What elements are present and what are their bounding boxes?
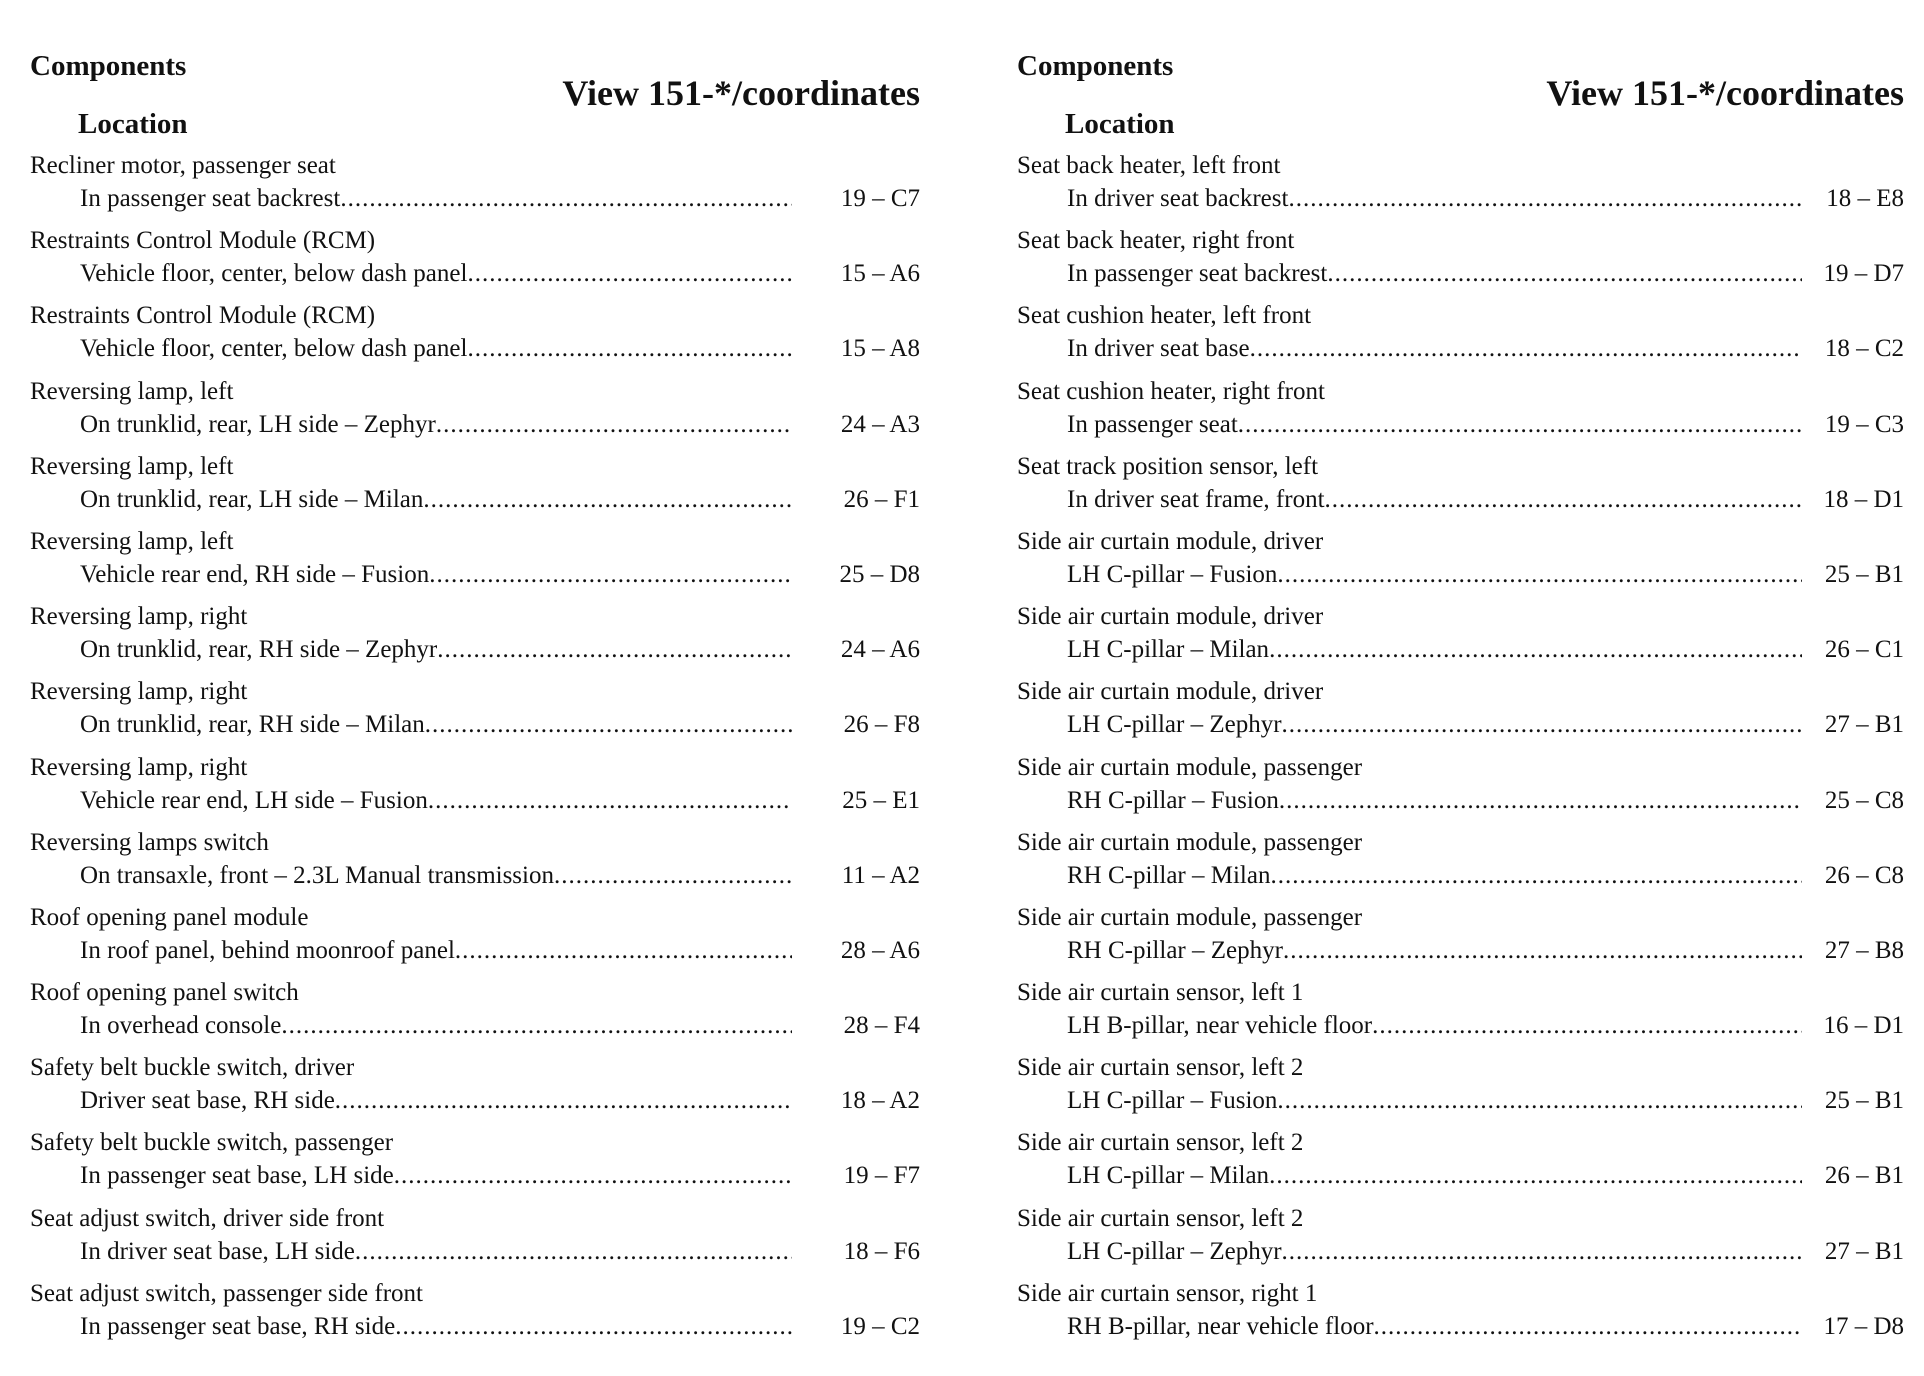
view-coordinate: 26 – B1: [1824, 1162, 1904, 1190]
view-coordinate: 25 – B1: [1824, 1087, 1904, 1115]
component-name: Seat back heater, left front: [1017, 152, 1281, 179]
location-heading: Location: [78, 108, 188, 140]
component-name: Seat track position sensor, left: [1017, 452, 1319, 480]
component-location: In roof panel, behind moonroof panel: [80, 936, 455, 964]
dot-leader: [1279, 785, 1802, 817]
component-entry: [30, 676, 920, 751]
component-location: In driver seat backrest: [1067, 185, 1289, 212]
component-name: Safety belt buckle switch, driver: [30, 1054, 355, 1082]
component-location: LH C-pillar – Zephyr: [1067, 711, 1282, 739]
view-coordinate: 19 – F7: [843, 1162, 920, 1190]
location-line: [80, 785, 792, 817]
view-coordinate: 25 – D8: [839, 560, 920, 588]
component-name: Reversing lamp, right: [30, 753, 248, 781]
component-location: In passenger seat backrest: [80, 185, 341, 212]
view-coordinate: 27 – B8: [1824, 936, 1904, 964]
component-name: Reversing lamp, left: [30, 527, 234, 555]
component-location: RH C-pillar – Zephyr: [1067, 936, 1283, 964]
dot-leader: [1325, 484, 1802, 516]
component-name: Reversing lamp, right: [30, 603, 248, 631]
component-name: Side air curtain module, passenger: [1017, 753, 1363, 781]
dot-leader: [1270, 860, 1802, 892]
component-location: LH C-pillar – Fusion: [1067, 1087, 1278, 1115]
component-location: In overhead console: [80, 1012, 282, 1040]
component-location: LH C-pillar – Milan: [1067, 636, 1270, 664]
location-line: [1067, 1160, 1802, 1192]
dot-leader: [436, 409, 792, 441]
view-coordinate: 11 – A2: [841, 861, 920, 889]
component-entry: [1017, 902, 1904, 977]
view-coordinates-heading: View 151-*/coordinates: [562, 73, 920, 113]
location-line: [80, 484, 792, 516]
view-coordinate: 17 – D8: [1823, 1312, 1904, 1340]
view-coordinate: 26 – C8: [1824, 861, 1904, 889]
component-list: [1017, 150, 1904, 1353]
view-coordinate: 26 – F1: [843, 485, 920, 513]
component-entry: [1017, 1203, 1904, 1278]
component-list: [30, 150, 920, 1353]
component-entry: [30, 225, 920, 300]
component-location: On trunklid, rear, LH side – Zephyr: [80, 410, 436, 438]
component-location: RH C-pillar – Milan: [1067, 861, 1271, 889]
location-line: [80, 935, 792, 967]
component-location: Vehicle floor, center, below dash panel: [80, 260, 468, 288]
view-coordinate: 25 – C8: [1824, 786, 1904, 814]
dot-leader: [428, 785, 792, 817]
view-coordinate: 19 – C7: [840, 185, 920, 212]
component-name: Side air curtain module, driver: [1017, 678, 1324, 706]
dot-leader: [1374, 1311, 1802, 1343]
location-line: [80, 1236, 792, 1268]
component-entry: [1017, 601, 1904, 676]
location-line: [80, 1311, 792, 1343]
component-location: On trunklid, rear, RH side – Zephyr: [80, 636, 438, 664]
view-coordinate: 18 – D1: [1823, 485, 1904, 513]
component-entry: [1017, 1127, 1904, 1202]
component-name: Seat cushion heater, left front: [1017, 302, 1312, 330]
component-location: In passenger seat base, LH side: [80, 1162, 394, 1190]
location-line: [1067, 484, 1802, 516]
component-location: RH C-pillar – Fusion: [1067, 786, 1279, 814]
dot-leader: [1277, 559, 1802, 591]
component-location: RH B-pillar, near vehicle floor: [1067, 1312, 1374, 1340]
dot-leader: [1372, 1010, 1802, 1042]
location-line: [80, 709, 792, 741]
view-coordinate: 24 – A3: [840, 410, 920, 438]
location-line: [80, 634, 792, 666]
component-entry: [1017, 1278, 1904, 1353]
dot-leader: [1282, 1236, 1802, 1268]
component-location: LH B-pillar, near vehicle floor: [1067, 1012, 1373, 1040]
dot-leader: [1250, 333, 1802, 365]
component-name: Reversing lamp, right: [30, 678, 248, 706]
component-entry: [30, 1052, 920, 1127]
dot-leader: [395, 1311, 792, 1343]
view-coordinate: 24 – A6: [840, 636, 920, 664]
location-line: [80, 258, 792, 290]
component-location: On transaxle, front – 2.3L Manual transmission: [80, 861, 554, 889]
view-coordinates-heading: View 151-*/coordinates: [1546, 73, 1904, 113]
component-name: Restraints Control Module (RCM): [30, 302, 376, 330]
dot-leader: [1238, 409, 1802, 441]
component-entry: [30, 1203, 920, 1278]
component-name: Seat adjust switch, passenger side front: [30, 1279, 423, 1307]
location-line: [1067, 1085, 1802, 1117]
view-coordinate: 19 – C2: [840, 1312, 920, 1340]
component-name: Reversing lamps switch: [30, 828, 269, 856]
dot-leader: [1288, 183, 1802, 215]
location-line: [1067, 559, 1802, 591]
dot-leader: [467, 333, 792, 365]
dot-leader: [429, 559, 792, 591]
component-name: Side air curtain sensor, left 2: [1017, 1129, 1304, 1157]
location-line: [1067, 1236, 1802, 1268]
component-location: In driver seat frame, front: [1067, 485, 1325, 513]
component-location: In passenger seat backrest: [1067, 260, 1328, 288]
component-entry: [30, 1278, 920, 1353]
component-name: Side air curtain module, driver: [1017, 527, 1324, 555]
component-name: Recliner motor, passenger seat: [30, 152, 336, 179]
component-location: In driver seat base: [1067, 335, 1250, 363]
component-location: On trunklid, rear, LH side – Milan: [80, 485, 424, 513]
location-line: [80, 1160, 792, 1192]
component-entry: [1017, 300, 1904, 375]
component-location: LH C-pillar – Fusion: [1067, 560, 1278, 588]
component-name: Side air curtain sensor, left 2: [1017, 1054, 1304, 1082]
view-coordinate: 18 – E8: [1826, 185, 1904, 212]
view-coordinate: 18 – A2: [840, 1087, 920, 1115]
location-line: [1067, 333, 1802, 365]
dot-leader: [394, 1160, 792, 1192]
component-entry: [30, 752, 920, 827]
component-location: On trunklid, rear, RH side – Milan: [80, 711, 425, 739]
component-entry: [30, 300, 920, 375]
component-entry: [30, 977, 920, 1052]
dot-leader: [335, 1085, 792, 1117]
location-heading: Location: [1065, 108, 1175, 140]
location-line: [1067, 409, 1802, 441]
component-entry: [30, 376, 920, 451]
dot-leader: [1283, 935, 1802, 967]
view-coordinate: 26 – F8: [843, 711, 920, 739]
component-location: LH C-pillar – Milan: [1067, 1162, 1270, 1190]
component-entry: [30, 902, 920, 977]
component-entry: [30, 150, 920, 225]
view-coordinate: 28 – F4: [843, 1012, 920, 1040]
component-entry: [1017, 526, 1904, 601]
component-name: Seat back heater, right front: [1017, 227, 1295, 255]
component-entry: [30, 1127, 920, 1202]
view-coordinate: 16 – D1: [1823, 1012, 1904, 1040]
component-entry: [1017, 1052, 1904, 1127]
dot-leader: [423, 484, 792, 516]
component-name: Roof opening panel module: [30, 903, 309, 931]
component-entry: [1017, 376, 1904, 451]
component-entry: [1017, 977, 1904, 1052]
dot-leader: [437, 634, 792, 666]
component-entry: [1017, 150, 1904, 225]
component-entry: [30, 526, 920, 601]
component-location: In driver seat base, LH side: [80, 1237, 355, 1265]
dot-leader: [1277, 1085, 1802, 1117]
dot-leader: [1269, 1160, 1802, 1192]
component-location: In passenger seat base, RH side: [80, 1312, 396, 1340]
location-line: [1067, 258, 1802, 290]
component-entry: [30, 451, 920, 526]
component-name: Seat cushion heater, right front: [1017, 377, 1325, 405]
view-coordinate: 25 – B1: [1824, 560, 1904, 588]
components-heading: Components: [30, 50, 187, 82]
dot-leader: [355, 1236, 792, 1268]
component-entry: [1017, 676, 1904, 751]
view-coordinate: 18 – F6: [843, 1237, 920, 1265]
location-line: [80, 1085, 792, 1117]
view-coordinate: 19 – D7: [1823, 260, 1904, 288]
dot-leader: [1282, 709, 1802, 741]
location-line: [80, 1010, 792, 1042]
component-name: Reversing lamp, left: [30, 377, 234, 405]
dot-leader: [281, 1010, 792, 1042]
view-coordinate: 25 – E1: [842, 786, 920, 814]
component-name: Roof opening panel switch: [30, 979, 299, 1007]
location-line: [1067, 183, 1802, 215]
location-line: [1067, 709, 1802, 741]
component-location: In passenger seat: [1067, 410, 1238, 438]
view-coordinate: 15 – A8: [840, 335, 920, 363]
component-entry: [1017, 225, 1904, 300]
component-location: Vehicle floor, center, below dash panel: [80, 335, 468, 363]
component-location: Vehicle rear end, RH side – Fusion: [80, 560, 430, 588]
component-entry: [1017, 752, 1904, 827]
dot-leader: [1327, 258, 1802, 290]
component-name: Seat adjust switch, driver side front: [30, 1204, 385, 1232]
component-location: LH C-pillar – Zephyr: [1067, 1237, 1282, 1265]
location-line: [80, 559, 792, 591]
dot-leader: [554, 860, 792, 892]
location-line: [1067, 634, 1802, 666]
location-line: [80, 183, 792, 215]
component-name: Side air curtain module, driver: [1017, 603, 1324, 631]
view-coordinate: 15 – A6: [840, 260, 920, 288]
component-location: Vehicle rear end, LH side – Fusion: [80, 786, 428, 814]
view-coordinate: 19 – C3: [1824, 410, 1904, 438]
component-name: Reversing lamp, left: [30, 452, 234, 480]
location-line: [80, 860, 792, 892]
component-location: Driver seat base, RH side: [80, 1087, 335, 1115]
component-entry: [30, 601, 920, 676]
component-entry: [30, 827, 920, 902]
location-line: [1067, 785, 1802, 817]
dot-leader: [425, 709, 792, 741]
location-line: [1067, 1311, 1802, 1343]
component-entry: [1017, 827, 1904, 902]
view-coordinate: 26 – C1: [1824, 636, 1904, 664]
location-line: [1067, 860, 1802, 892]
location-line: [80, 333, 792, 365]
component-name: Safety belt buckle switch, passenger: [30, 1129, 394, 1157]
view-coordinate: 27 – B1: [1824, 1237, 1904, 1265]
dot-leader: [1269, 634, 1802, 666]
dot-leader: [455, 935, 792, 967]
component-entry: [1017, 451, 1904, 526]
view-coordinate: 28 – A6: [840, 936, 920, 964]
component-name: Side air curtain sensor, left 2: [1017, 1204, 1304, 1232]
location-line: [80, 409, 792, 441]
view-coordinate: 27 – B1: [1824, 711, 1904, 739]
dot-leader: [340, 183, 792, 215]
component-name: Side air curtain module, passenger: [1017, 828, 1363, 856]
components-heading: Components: [1017, 50, 1174, 82]
component-name: Side air curtain sensor, left 1: [1017, 979, 1304, 1007]
location-line: [1067, 1010, 1802, 1042]
component-name: Restraints Control Module (RCM): [30, 227, 376, 255]
view-coordinate: 18 – C2: [1824, 335, 1904, 363]
dot-leader: [467, 258, 792, 290]
component-name: Side air curtain sensor, right 1: [1017, 1279, 1318, 1307]
location-line: [1067, 935, 1802, 967]
component-name: Side air curtain module, passenger: [1017, 903, 1363, 931]
